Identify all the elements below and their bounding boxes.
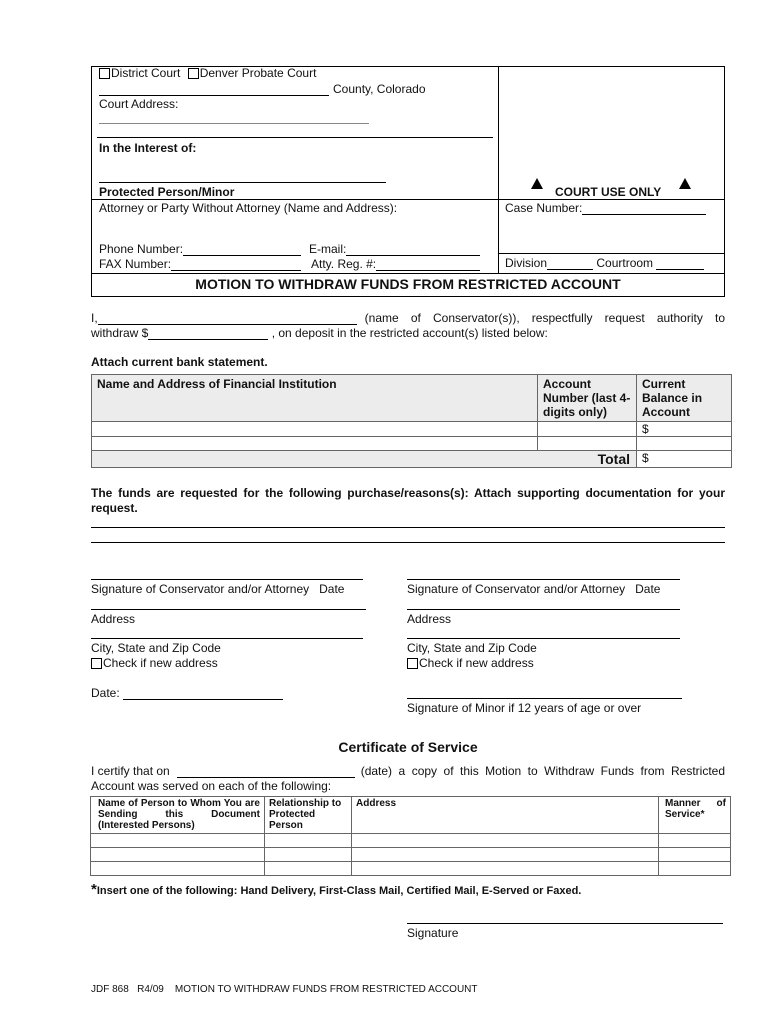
courtroom-label: Courtroom — [596, 256, 654, 270]
address-line-right[interactable] — [407, 609, 680, 610]
service-col-manner: Manner of Service* — [659, 797, 731, 834]
new-address-checkbox-left[interactable] — [91, 658, 102, 669]
new-address-checkbox-right[interactable] — [407, 658, 418, 669]
date-input[interactable] — [123, 687, 283, 700]
fax-input[interactable] — [171, 258, 301, 271]
division-label: Division — [505, 256, 548, 270]
intro-request-text: (name of Conservator(s)), respectfully request authority to — [364, 311, 725, 325]
new-address-label-left: Check if new address — [103, 656, 218, 670]
city-label-left: City, State and Zip Code — [91, 641, 221, 655]
county-label: County, Colorado — [333, 82, 426, 96]
intro-i-label: I, — [91, 311, 98, 325]
protected-person-label: Protected Person/Minor — [99, 185, 235, 199]
certify-suffix: (date) a copy of this Motion to Withdraw Funds from Restricted — [360, 764, 725, 778]
phone-row — [99, 242, 301, 256]
new-address-right — [407, 656, 534, 670]
court-address-label: Court Address: — [99, 97, 179, 111]
county-line[interactable] — [99, 95, 329, 96]
phone-label: Phone Number: — [99, 242, 184, 256]
intro-line-1 — [91, 311, 725, 325]
reasons-text: The funds are requested for the following purchase/reasons(s): Attach supporting documentation for your request. — [91, 486, 725, 515]
sig-label-left: Signature of Conservator and/or Attorney Date — [91, 582, 345, 596]
caption-divider — [498, 66, 499, 274]
date-row — [91, 686, 283, 700]
service-table — [90, 796, 731, 876]
bank-col-name: Name and Address of Financial Institution — [92, 375, 538, 422]
table-row — [91, 848, 731, 862]
attorney-label: Attorney or Party Without Attorney (Name and Address): — [99, 201, 398, 215]
district-court-checkbox[interactable] — [99, 68, 110, 79]
total-label: Total — [92, 451, 637, 468]
city-line-right[interactable] — [407, 638, 680, 639]
fax-label: FAX Number: — [99, 257, 172, 271]
court-address-line-1[interactable] — [99, 123, 369, 124]
signature-line[interactable] — [407, 923, 723, 924]
section-divider — [91, 199, 725, 200]
sig-line-left[interactable] — [91, 579, 363, 580]
service-header-row — [91, 797, 731, 834]
court-options — [99, 66, 316, 80]
minor-sig-line[interactable] — [407, 698, 682, 699]
bank-header-row — [92, 375, 732, 422]
signature-label: Signature — [407, 926, 459, 940]
bank-name-cell[interactable] — [92, 437, 538, 451]
footer: JDF 868 R4/09 MOTION TO WITHDRAW FUNDS FROM RESTRICTED ACCOUNT — [91, 984, 478, 995]
sig-line-right[interactable] — [407, 579, 680, 580]
bank-table — [91, 374, 732, 468]
service-col-address: Address — [352, 797, 659, 834]
city-label-right: City, State and Zip Code — [407, 641, 537, 655]
atty-reg-row — [311, 257, 480, 271]
footnote-star: * — [91, 881, 97, 898]
atty-reg-label: Atty. Reg. #: — [311, 257, 377, 271]
certificate-heading: Certificate of Service — [338, 739, 478, 755]
bank-col-balance: Current Balance in Account — [637, 375, 732, 422]
court-address-line-2[interactable] — [97, 137, 493, 138]
service-col-relationship: Relationship to Protected Person — [265, 797, 352, 834]
bank-balance-cell[interactable] — [637, 437, 732, 451]
certify-prefix: I certify that on — [91, 764, 170, 778]
reasons-line-1[interactable] — [91, 527, 725, 528]
total-row — [92, 451, 732, 468]
case-number-row — [505, 201, 706, 215]
withdraw-suffix: , on deposit in the restricted account(s) listed below: — [271, 326, 548, 340]
triangle-up-icon — [531, 178, 543, 189]
address-label-right: Address — [407, 612, 452, 626]
reasons-line-2[interactable] — [91, 542, 725, 543]
table-row — [92, 422, 732, 437]
bank-balance-cell[interactable]: $ — [637, 422, 732, 437]
district-court-label: District Court — [111, 66, 181, 80]
email-row — [309, 242, 480, 256]
certify-line-1 — [91, 764, 725, 778]
bank-name-cell[interactable] — [92, 422, 538, 437]
case-number-label: Case Number: — [505, 201, 583, 215]
court-use-only: COURT USE ONLY — [555, 185, 662, 199]
triangle-up-icon — [679, 178, 691, 189]
email-input[interactable] — [346, 243, 480, 256]
minor-sig-label: Signature of Minor if 12 years of age or over — [407, 701, 642, 715]
email-label: E-mail: — [309, 242, 347, 256]
table-row — [91, 862, 731, 876]
table-row — [92, 437, 732, 451]
city-line-left[interactable] — [91, 638, 363, 639]
atty-reg-input[interactable] — [376, 258, 480, 271]
service-date-input[interactable] — [177, 765, 355, 778]
document-title: MOTION TO WITHDRAW FUNDS FROM RESTRICTED ACCOUNT — [195, 276, 621, 292]
service-col-name: Name of Person to Whom You are Sending this Document (Interested Persons) — [91, 797, 265, 834]
address-label-left: Address — [91, 612, 136, 626]
protected-person-line[interactable] — [99, 182, 386, 183]
in-interest-label: In the Interest of: — [99, 141, 197, 155]
case-divider — [498, 253, 725, 254]
new-address-label-right: Check if new address — [419, 656, 534, 670]
new-address-left — [91, 656, 218, 670]
conservator-name-input[interactable] — [98, 312, 357, 325]
sig-label-right: Signature of Conservator and/or Attorney Date — [407, 582, 661, 596]
bank-account-cell[interactable] — [538, 437, 637, 451]
division-row — [505, 256, 704, 270]
fax-row — [99, 257, 301, 271]
division-input[interactable] — [547, 257, 593, 270]
bank-col-account: Account Number (last 4-digits only) — [538, 375, 637, 422]
date-label: Date: — [91, 686, 120, 700]
attach-statement: Attach current bank statement. — [91, 355, 268, 369]
certify-line-2: Account was served on each of the following: — [91, 779, 332, 793]
case-number-input[interactable] — [582, 202, 706, 215]
denver-probate-checkbox[interactable] — [188, 68, 199, 79]
courtroom-input[interactable] — [656, 257, 704, 270]
address-line-left[interactable] — [91, 609, 366, 610]
footnote — [91, 881, 581, 898]
table-row — [91, 834, 731, 848]
footnote-text: Insert one of the following: Hand Delivery, First-Class Mail, Certified Mail, E-Served or Faxed. — [96, 885, 582, 897]
withdraw-amount-input[interactable] — [148, 327, 268, 340]
intro-line-2 — [91, 326, 548, 340]
denver-probate-label: Denver Probate Court — [199, 66, 317, 80]
total-balance-cell[interactable]: $ — [637, 451, 732, 468]
withdraw-label: withdraw $ — [91, 326, 149, 340]
bank-account-cell[interactable] — [538, 422, 637, 437]
phone-input[interactable] — [183, 243, 301, 256]
